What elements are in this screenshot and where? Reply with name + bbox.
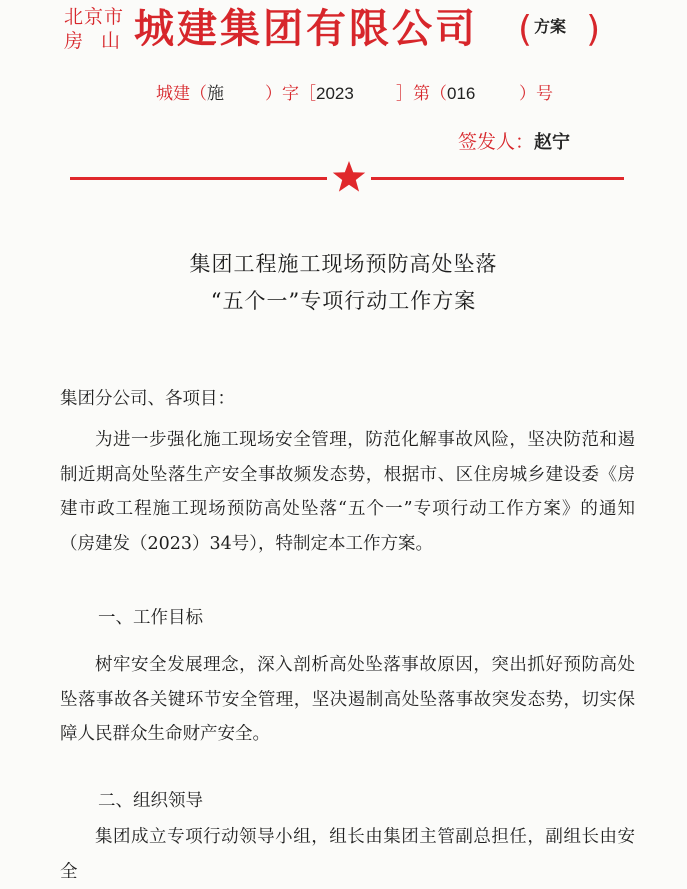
- red-star-icon: [331, 159, 367, 195]
- salutation: 集团分公司、各项目：: [60, 389, 235, 409]
- paragraph-organization: 集团成立专项行动领导小组，组长由集团主管副总担任，副组长由安全: [60, 827, 635, 882]
- header-rule-right: [371, 177, 624, 180]
- document-title-line2: “五个一”专项行动工作方案: [210, 289, 477, 313]
- header-rule-left: [70, 177, 327, 180]
- doc-serial: 016: [447, 84, 476, 103]
- letterhead-doc-type: ( 方案 ): [518, 9, 601, 50]
- section-heading-organization: 二、组织领导: [98, 791, 203, 811]
- letterhead-company-name: 城建集团有限公司: [134, 5, 478, 52]
- letterhead-district: 房 山: [64, 30, 121, 52]
- signer-name: 赵宁: [534, 132, 571, 153]
- doc-category: 施: [207, 84, 224, 103]
- paragraph-goals: 树牢安全发展理念，深入剖析高处坠落事故原因，突出抓好预防高处坠落事故各关键环节安全管理，坚决遏制高处坠落事故突发态势，切实保障人民群众生命财产安全。: [60, 655, 635, 744]
- paragraph-intro: 为进一步强化施工现场安全管理，防范化解事故风险，坚决防范和遏制近期高处坠落生产安全事故频发态势，根据市、区住房城乡建设委《房建市政工程施工现场预防高处坠落“五个一”专项行动工作方案》的通知（房建发（2023）34号），特制定本工作方案。: [60, 430, 635, 554]
- doc-type-label: 方案: [534, 17, 567, 36]
- document-title-line1: 集团工程施工现场预防高处坠落: [189, 252, 498, 276]
- letterhead-city: 北京市: [64, 6, 125, 28]
- signer: 签发人：赵宁: [458, 131, 571, 153]
- section-heading-goals: 一、工作目标: [98, 608, 203, 628]
- document-number: 城建（施 ）字［2023 ］第（016 ）号: [156, 84, 553, 104]
- doc-year: 2023: [316, 84, 354, 103]
